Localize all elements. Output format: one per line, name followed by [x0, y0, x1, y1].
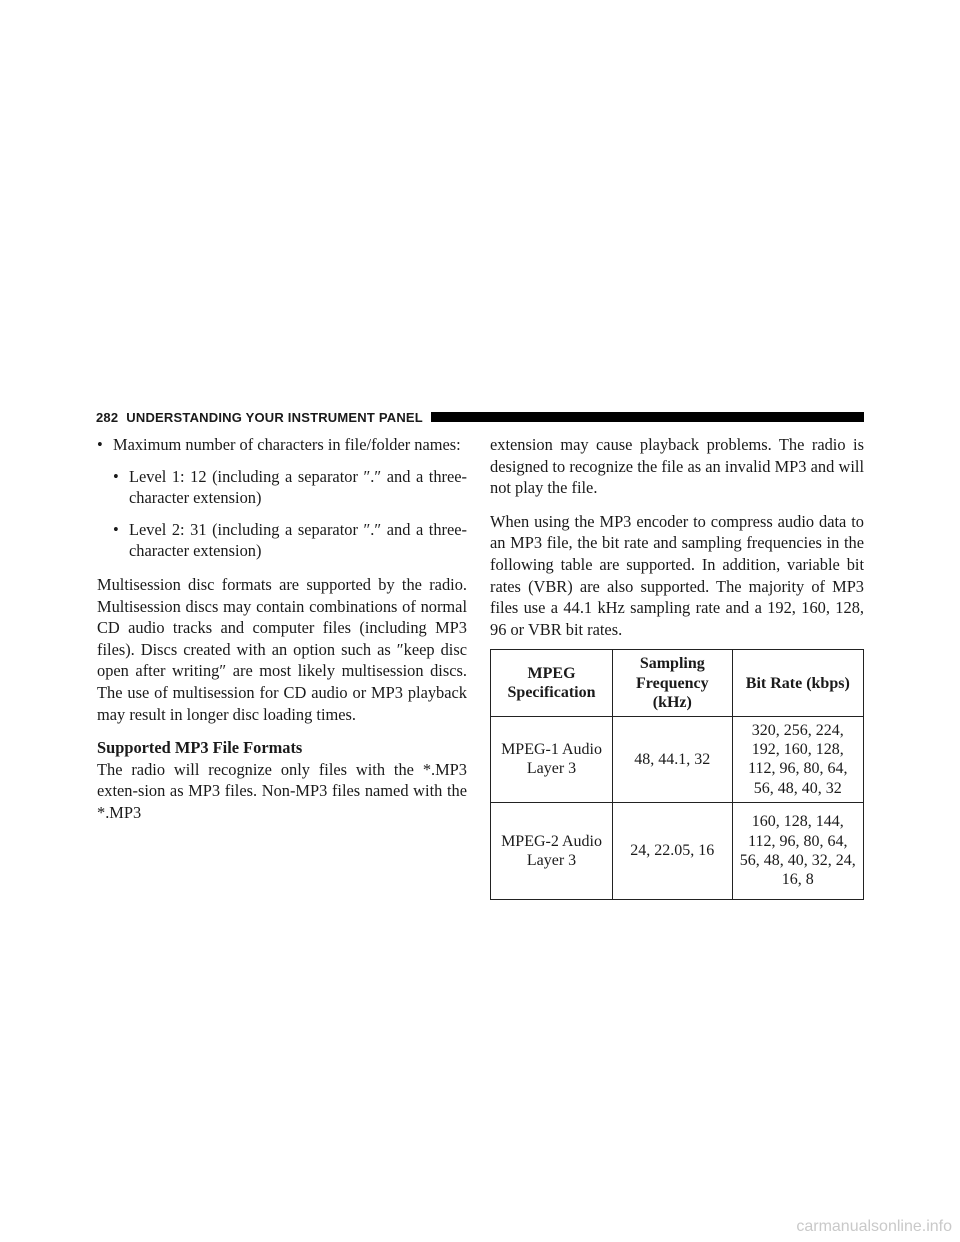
encoder-paragraph: When using the MP3 encoder to compress audio data to an MP3 file, the bit rate and sampling frequencies in the following table are supported. In addition, variable bit rates (VBR) are also supported. The majority of MP3 files use a 44.1 kHz sampling rate and a 192, 160, 128, 96 or VBR bit rates. — [490, 511, 864, 639]
header-rule — [431, 412, 864, 422]
table-cell: MPEG-1 Audio Layer 3 — [491, 716, 613, 802]
bullet-text: Maximum number of characters in file/folder names: — [113, 435, 461, 454]
table-header-row — [491, 650, 864, 717]
section-title: UNDERSTANDING YOUR INSTRUMENT PANEL — [126, 409, 423, 425]
sub-bullet-item — [113, 519, 467, 562]
table-cell: MPEG-2 Audio Layer 3 — [491, 802, 613, 899]
sub-bullet-text: Level 1: 12 (including a separator ″.″ and a three-character extension) — [129, 466, 467, 508]
mp3-format-table — [490, 649, 864, 899]
bullet-dot-icon: • — [113, 519, 119, 539]
continued-paragraph: extension may cause playback problems. The radio is designed to recognize the file as an invalid MP3 and will not play the file. — [490, 435, 864, 498]
multisession-paragraph: Multisession disc formats are supported by the radio. Multisession discs may contain combinations of normal CD audio tracks and computer files (including MP3 files). Discs created with an option such as ″keep disc open after writing″ are most likely multisession discs. The use of multisession for CD audio or MP3 playback may result in longer disc loading times. — [97, 574, 467, 724]
watermark: carmanualsonline.info — [796, 1218, 952, 1235]
table-row — [491, 716, 864, 802]
sub-bullet-list — [97, 466, 467, 562]
table-cell: 160, 128, 144, 112, 96, 80, 64, 56, 48, 40, 32, 24, 16, 8 — [732, 802, 863, 899]
page-header — [96, 408, 864, 426]
table-cell: 320, 256, 224, 192, 160, 128, 112, 96, 80, 64, 56, 48, 40, 32 — [732, 716, 863, 802]
left-column — [97, 434, 467, 824]
bullet-item — [97, 434, 467, 456]
right-column — [490, 434, 864, 900]
table-header-cell: Sampling Frequency (kHz) — [613, 650, 733, 717]
sub-bullet-text: Level 2: 31 (including a separator ″.″ and a three-character extension) — [129, 519, 467, 561]
section-heading: Supported MP3 File Formats — [97, 738, 303, 758]
bullet-dot-icon: • — [97, 435, 103, 454]
table-header-cell: Bit Rate (kbps) — [732, 650, 863, 717]
table-row — [491, 802, 864, 899]
page-number: 282 — [96, 409, 119, 425]
formats-paragraph: The radio will recognize only files with the *.MP3 exten-sion as MP3 files. Non-MP3 files named with the *.MP3 — [97, 759, 467, 822]
table-cell: 24, 22.05, 16 — [613, 802, 733, 899]
bullet-dot-icon: • — [113, 466, 119, 486]
table-cell: 48, 44.1, 32 — [613, 716, 733, 802]
sub-bullet-item — [113, 466, 467, 509]
table-header-cell: MPEG Specification — [491, 650, 613, 717]
